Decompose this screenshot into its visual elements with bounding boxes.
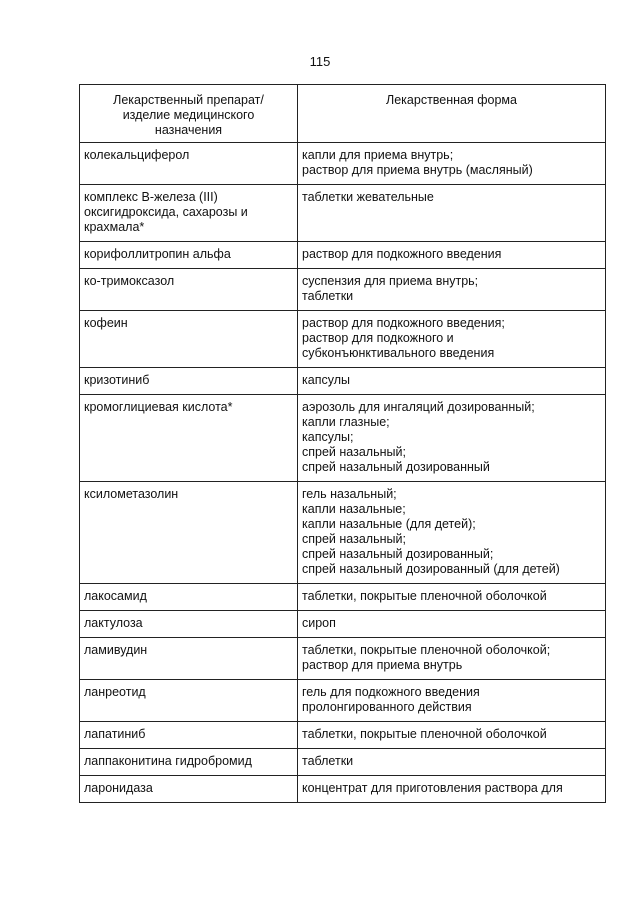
dosage-form-line: гель для подкожного введения bbox=[302, 685, 480, 699]
dosage-form-cell bbox=[298, 638, 606, 680]
dosage-form-line: капсулы; bbox=[302, 430, 354, 444]
page-number: 115 bbox=[309, 54, 331, 69]
dosage-form-line: капли назальные; bbox=[302, 502, 406, 516]
dosage-form-line: спрей назальный дозированный (для детей) bbox=[302, 562, 560, 576]
dosage-form-cell bbox=[298, 269, 606, 311]
header-form bbox=[298, 85, 606, 143]
dosage-form-line: таблетки, покрытые пленочной оболочкой; bbox=[302, 643, 551, 657]
drug-name-line: ларонидаза bbox=[84, 781, 153, 795]
header-drug-line: Лекарственный препарат/ bbox=[113, 93, 264, 107]
drug-name-line: кромоглициевая кислота* bbox=[84, 400, 233, 414]
header-drug-line: назначения bbox=[154, 123, 223, 137]
drug-name-cell bbox=[80, 749, 298, 776]
dosage-form-line: сироп bbox=[302, 616, 336, 630]
drug-name-cell bbox=[80, 638, 298, 680]
table-row bbox=[80, 185, 606, 242]
dosage-form-line: субконъюнктивального введения bbox=[302, 346, 495, 360]
table-row bbox=[80, 269, 606, 311]
table-row bbox=[80, 482, 606, 584]
drug-name-cell bbox=[80, 368, 298, 395]
table-row bbox=[80, 368, 606, 395]
drug-name-cell bbox=[80, 776, 298, 803]
dosage-form-cell bbox=[298, 185, 606, 242]
table-row bbox=[80, 749, 606, 776]
dosage-form-line: спрей назальный; bbox=[302, 532, 406, 546]
drug-name-cell bbox=[80, 611, 298, 638]
drug-name-line: ламивудин bbox=[84, 643, 148, 657]
drug-name-line: оксигидроксида, сахарозы и bbox=[84, 205, 248, 219]
dosage-form-cell bbox=[298, 242, 606, 269]
dosage-form-line: спрей назальный дозированный; bbox=[302, 547, 494, 561]
dosage-form-line: таблетки bbox=[302, 289, 354, 303]
table-row bbox=[80, 722, 606, 749]
drug-table bbox=[79, 84, 606, 803]
dosage-form-line: раствор для подкожного введения bbox=[302, 247, 502, 261]
drug-name-line: лаппаконитина гидробромид bbox=[84, 754, 252, 768]
table-row bbox=[80, 311, 606, 368]
dosage-form-line: спрей назальный; bbox=[302, 445, 406, 459]
drug-name-line: корифоллитропин альфа bbox=[84, 247, 231, 261]
dosage-form-line: таблетки bbox=[302, 754, 354, 768]
dosage-form-cell bbox=[298, 584, 606, 611]
dosage-form-cell bbox=[298, 368, 606, 395]
dosage-form-line: таблетки жевательные bbox=[302, 190, 434, 204]
table-row bbox=[80, 242, 606, 269]
header-drug bbox=[80, 85, 298, 143]
dosage-form-cell bbox=[298, 311, 606, 368]
dosage-form-line: капли для приема внутрь; bbox=[302, 148, 454, 162]
dosage-form-cell bbox=[298, 143, 606, 185]
table-body bbox=[80, 143, 606, 803]
dosage-form-line: суспензия для приема внутрь; bbox=[302, 274, 479, 288]
table-row bbox=[80, 395, 606, 482]
dosage-form-line: гель назальный; bbox=[302, 487, 397, 501]
header-form-line: Лекарственная форма bbox=[386, 93, 517, 107]
drug-name-cell bbox=[80, 722, 298, 749]
header-drug-line: изделие медицинского bbox=[122, 108, 255, 122]
drug-name-line: лапатиниб bbox=[84, 727, 146, 741]
drug-name-line: ко-тримоксазол bbox=[84, 274, 175, 288]
drug-name-cell bbox=[80, 395, 298, 482]
drug-name-cell bbox=[80, 269, 298, 311]
table-row bbox=[80, 143, 606, 185]
dosage-form-line: капсулы bbox=[302, 373, 350, 387]
drug-name-line: крахмала* bbox=[84, 220, 145, 234]
dosage-form-line: спрей назальный дозированный bbox=[302, 460, 490, 474]
dosage-form-cell bbox=[298, 722, 606, 749]
dosage-form-cell bbox=[298, 776, 606, 803]
drug-name-cell bbox=[80, 680, 298, 722]
dosage-form-line: капли глазные; bbox=[302, 415, 390, 429]
dosage-form-cell bbox=[298, 611, 606, 638]
dosage-form-cell bbox=[298, 680, 606, 722]
table-row bbox=[80, 584, 606, 611]
dosage-form-line: раствор для приема внутрь (масляный) bbox=[302, 163, 533, 177]
dosage-form-line: капли назальные (для детей); bbox=[302, 517, 476, 531]
dosage-form-cell bbox=[298, 482, 606, 584]
drug-name-line: ланреотид bbox=[84, 685, 146, 699]
dosage-form-line: концентрат для приготовления раствора для bbox=[302, 781, 563, 795]
drug-name-cell bbox=[80, 242, 298, 269]
drug-name-cell bbox=[80, 584, 298, 611]
drug-name-line: колекальциферол bbox=[84, 148, 190, 162]
table-row bbox=[80, 776, 606, 803]
drug-name-cell bbox=[80, 482, 298, 584]
dosage-form-line: таблетки, покрытые пленочной оболочкой bbox=[302, 727, 547, 741]
drug-name-line: лактулоза bbox=[84, 616, 143, 630]
dosage-form-line: раствор для подкожного и bbox=[302, 331, 454, 345]
table-header-row bbox=[80, 85, 606, 143]
drug-name-cell bbox=[80, 143, 298, 185]
dosage-form-line: аэрозоль для ингаляций дозированный; bbox=[302, 400, 535, 414]
dosage-form-line: раствор для приема внутрь bbox=[302, 658, 463, 672]
dosage-form-line: пролонгированного действия bbox=[302, 700, 472, 714]
table-row bbox=[80, 680, 606, 722]
dosage-form-cell bbox=[298, 749, 606, 776]
drug-name-line: комплекс B-железа (III) bbox=[84, 190, 218, 204]
table-row bbox=[80, 611, 606, 638]
drug-name-line: ксилометазолин bbox=[84, 487, 179, 501]
dosage-form-line: раствор для подкожного введения; bbox=[302, 316, 505, 330]
dosage-form-line: таблетки, покрытые пленочной оболочкой bbox=[302, 589, 547, 603]
drug-name-cell bbox=[80, 311, 298, 368]
drug-name-line: кризотиниб bbox=[84, 373, 150, 387]
table-row bbox=[80, 638, 606, 680]
dosage-form-cell bbox=[298, 395, 606, 482]
drug-name-cell bbox=[80, 185, 298, 242]
drug-name-line: кофеин bbox=[84, 316, 128, 330]
drug-name-line: лакосамид bbox=[84, 589, 147, 603]
